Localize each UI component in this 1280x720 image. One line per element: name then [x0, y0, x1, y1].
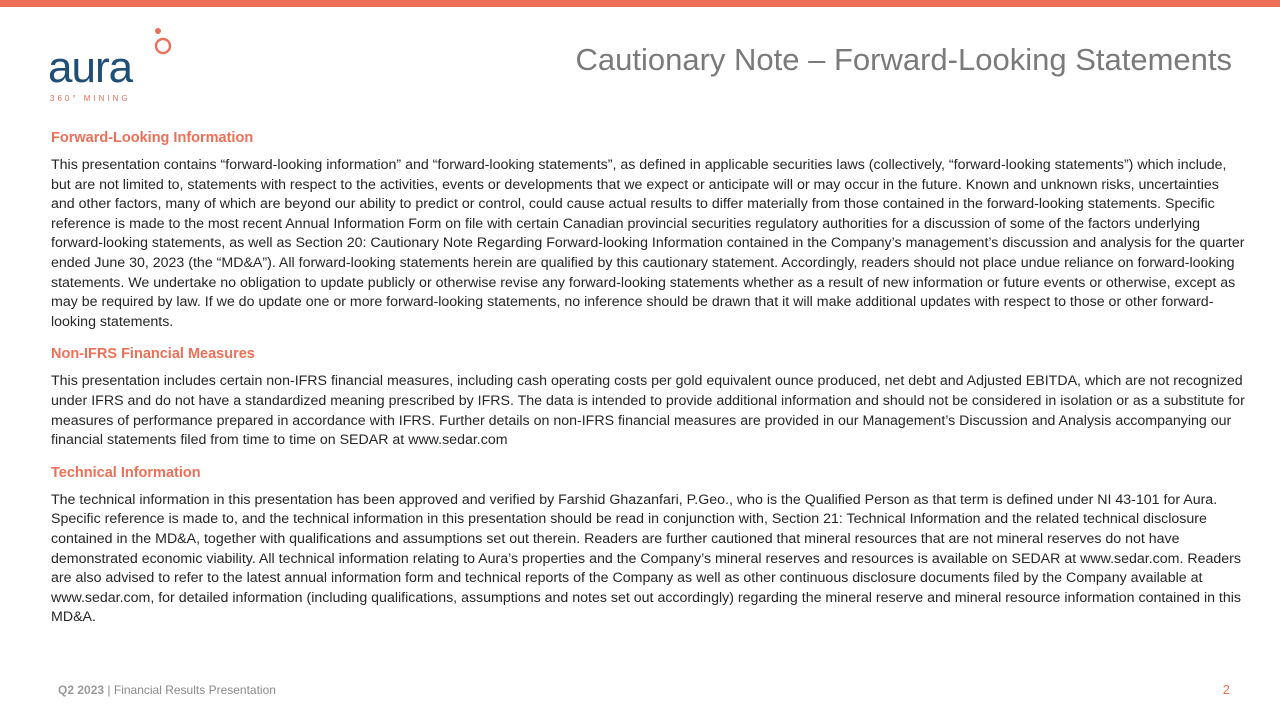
footer-quarter: Q2 2023 [58, 683, 105, 697]
page-number: 2 [1222, 682, 1230, 697]
footer [58, 683, 276, 697]
section-heading: Forward-Looking Information [51, 130, 254, 146]
section-technical [51, 463, 1246, 628]
footer-label: Financial Results Presentation [113, 683, 276, 697]
section-body: This presentation contains “forward-looking information” and “forward-looking statements”, as defined in applicable securities laws (collectively, “forward-looking statements”) which include, but are not limited to, statements with respect to the activities, events or developments that we expect or anticipate will or may occur in the future. Known and unknown risks, uncertainties and other factors, many of which are beyond our ability to predict or control, could cause actual results to differ materially from those contained in the forward-looking statements. Specific reference is made to the most recent Annual Information Form on file with certain Canadian provincial securities regulatory authorities for a discussion of some of the factors underlying forward-looking statements, as well as Section 20: Cautionary Note Regarding Forward-looking Information contained in the Company’s management’s discussion and analysis for the quarter ended June 30, 2023 (the “MD&A”). All forward-looking statements herein are qualified by this cautionary statement. Accordingly, readers should not place undue reliance on forward-looking statements. We undertake no obligation to update publicly or otherwise revise any forward-looking statements whether as a result of new information or future events or otherwise, except as may be required by law. If we do update one or more forward-looking statements, no inference should be drawn that it will make additional updates with respect to those or other forward-looking statements. [51, 157, 1245, 330]
section-heading: Non-IFRS Financial Measures [51, 346, 255, 363]
section-forward-looking [51, 128, 1246, 332]
section-body: This presentation includes certain non-IFRS financial measures, including cash operating costs per gold equivalent ounce produced, net debt and Adjusted EBITDA, which are not recognized under IFRS and do not have a standardized meaning prescribed by IFRS. The data is intended to provide additional information and should not be considered in isolation or as a substitute for measures of performance prepared in accordance with IFRS. Further details on non-IFRS financial measures are provided in our Management’s Discussion and Analysis accompanying our financial statements filed from time to time on SEDAR at www.sedar.com [51, 373, 1245, 449]
top-accent-bar [0, 0, 1280, 7]
section-body: The technical information in this presentation has been approved and verified by Farshid Ghazanfari, P.Geo., who is the Qualified Person as that term is defined under NI 43-101 for Aura. Specific reference is made to, and the technical information in this presentation should be read in conjunction with, Section 21: Technical Information and the related technical disclosure contained in the MD&A, together with qualifications and assumptions set out therein. Readers are further cautioned that mineral resources that are not mineral reserves do not have demonstrated economic viability. All technical information relating to Aura’s properties and the Company’s mineral reserves and resources is available on SEDAR at www.sedar.com. Readers are also advised to refer to the latest annual information form and technical reports of the Company as well as other continuous disclosure documents filed by the Company available at www.sedar.com, for detailed information (including qualifications, assumptions and notes set out accordingly) regarding the mineral reserve and mineral resource information contained in this MD&A. [51, 491, 1242, 626]
section-non-ifrs [51, 344, 1246, 450]
slide-title: Cautionary Note – Forward-Looking Statements [575, 42, 1232, 77]
section-heading: Technical Information [51, 464, 201, 481]
disclaimer-content [51, 128, 1246, 640]
logo-wordmark: aura [48, 43, 133, 92]
logo-tagline: 360° MINING [50, 94, 131, 103]
footer-separator: | [107, 683, 111, 697]
aura-logo [48, 26, 188, 106]
logo-orbit-icon [148, 26, 180, 58]
